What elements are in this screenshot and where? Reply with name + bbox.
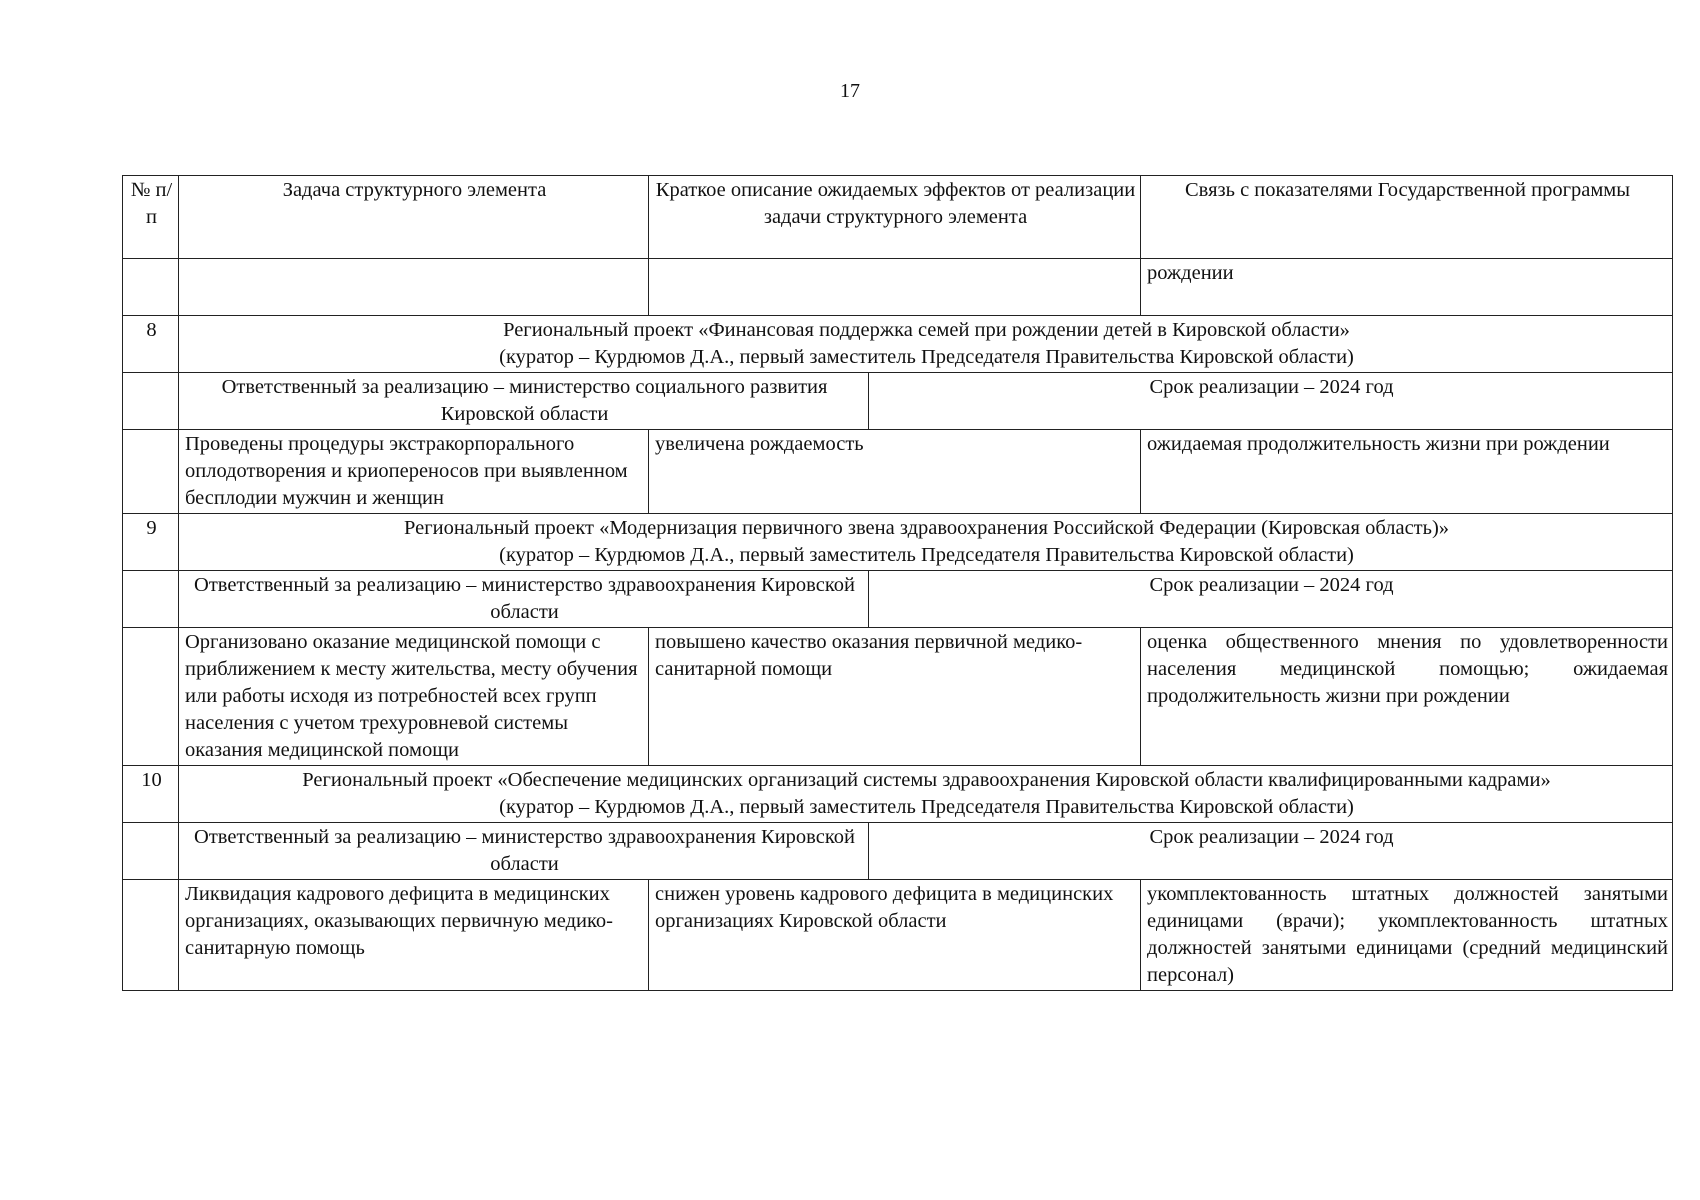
- indicator-cell: оценка общественного мнения по удовлетворенности населения медицинской помощью; ожидаемая продолжительность жизни при рождении: [1141, 628, 1673, 766]
- deadline-cell: Срок реализации – 2024 год: [869, 823, 1673, 880]
- task-row: [123, 430, 1673, 514]
- project-title: Региональный проект «Модернизация первичного звена здравоохранения Российской Федерации (Кировская область)»: [403, 517, 1450, 539]
- continuation-row: [123, 259, 1673, 316]
- responsible-cell: Ответственный за реализацию – министерство здравоохранения Кировской области: [179, 823, 869, 880]
- responsible-cell: Ответственный за реализацию – министерство здравоохранения Кировской области: [179, 571, 869, 628]
- cell-empty: [123, 628, 179, 766]
- project-title-row: [123, 766, 1673, 823]
- table-header-row: [123, 176, 1673, 259]
- cell-empty: [123, 823, 179, 880]
- project-title-cell: [179, 316, 1673, 373]
- cell-empty: [123, 571, 179, 628]
- header-task: Задача структурного элемента: [179, 176, 649, 259]
- row-number: 10: [123, 766, 179, 823]
- header-indicators: Связь с показателями Государственной программы: [1141, 176, 1673, 259]
- project-title-cell: [179, 766, 1673, 823]
- deadline-cell: Срок реализации – 2024 год: [869, 571, 1673, 628]
- header-number: № п/п: [123, 176, 179, 259]
- indicator-cell: укомплектованность штатных должностей занятыми единицами (врачи); укомплектованность штатных должностей занятыми единицами (средний медицинский персонал): [1141, 880, 1673, 991]
- responsible-cell: Ответственный за реализацию – министерство социального развития Кировской области: [179, 373, 869, 430]
- cell-empty: [123, 430, 179, 514]
- row-number: 9: [123, 514, 179, 571]
- task-cell: Организовано оказание медицинской помощи с приближением к месту жительства, месту обучения или работы исходя из потребностей всех групп населения с учетом трехуровневой системы оказания медицинской помощи: [179, 628, 649, 766]
- task-cell: Проведены процедуры экстракорпорального оплодотворения и криопереносов при выявленном бесплодии мужчин и женщин: [179, 430, 649, 514]
- indicator-cell: рождении: [1141, 259, 1673, 316]
- project-curator: (куратор – Курдюмов Д.А., первый заместитель Председателя Правительства Кировской области): [499, 796, 1354, 818]
- cell-empty: [179, 259, 649, 316]
- cell-empty: [123, 259, 179, 316]
- project-title: Региональный проект «Финансовая поддержка семей при рождении детей в Кировской области»: [503, 319, 1350, 341]
- cell-empty: [649, 259, 1141, 316]
- task-row: [123, 880, 1673, 991]
- indicator-cell: ожидаемая продолжительность жизни при рождении: [1141, 430, 1673, 514]
- page-number: 17: [840, 80, 860, 102]
- project-title-row: [123, 316, 1673, 373]
- cell-empty: [123, 880, 179, 991]
- project-title-cell: [179, 514, 1673, 571]
- header-effects: Краткое описание ожидаемых эффектов от реализации задачи структурного элемента: [649, 176, 1141, 259]
- row-number: 8: [123, 316, 179, 373]
- responsible-row: [123, 823, 1673, 880]
- responsible-row: [123, 373, 1673, 430]
- task-row: [123, 628, 1673, 766]
- effect-cell: повышено качество оказания первичной медико-санитарной помощи: [649, 628, 1141, 766]
- project-title-row: [123, 514, 1673, 571]
- effect-cell: снижен уровень кадрового дефицита в медицинских организациях Кировской области: [649, 880, 1141, 991]
- task-cell: Ликвидация кадрового дефицита в медицинских организациях, оказывающих первичную медико-санитарную помощь: [179, 880, 649, 991]
- project-curator: (куратор – Курдюмов Д.А., первый заместитель Председателя Правительства Кировской области): [499, 346, 1354, 368]
- project-title: Региональный проект «Обеспечение медицинских организаций системы здравоохранения Кировской области квалифицированными кадрами»: [302, 769, 1551, 791]
- cell-empty: [123, 373, 179, 430]
- project-curator: (куратор – Курдюмов Д.А., первый заместитель Председателя Правительства Кировской области): [499, 544, 1354, 566]
- program-table: [122, 175, 1673, 991]
- responsible-row: [123, 571, 1673, 628]
- effect-cell: увеличена рождаемость: [649, 430, 1141, 514]
- deadline-cell: Срок реализации – 2024 год: [869, 373, 1673, 430]
